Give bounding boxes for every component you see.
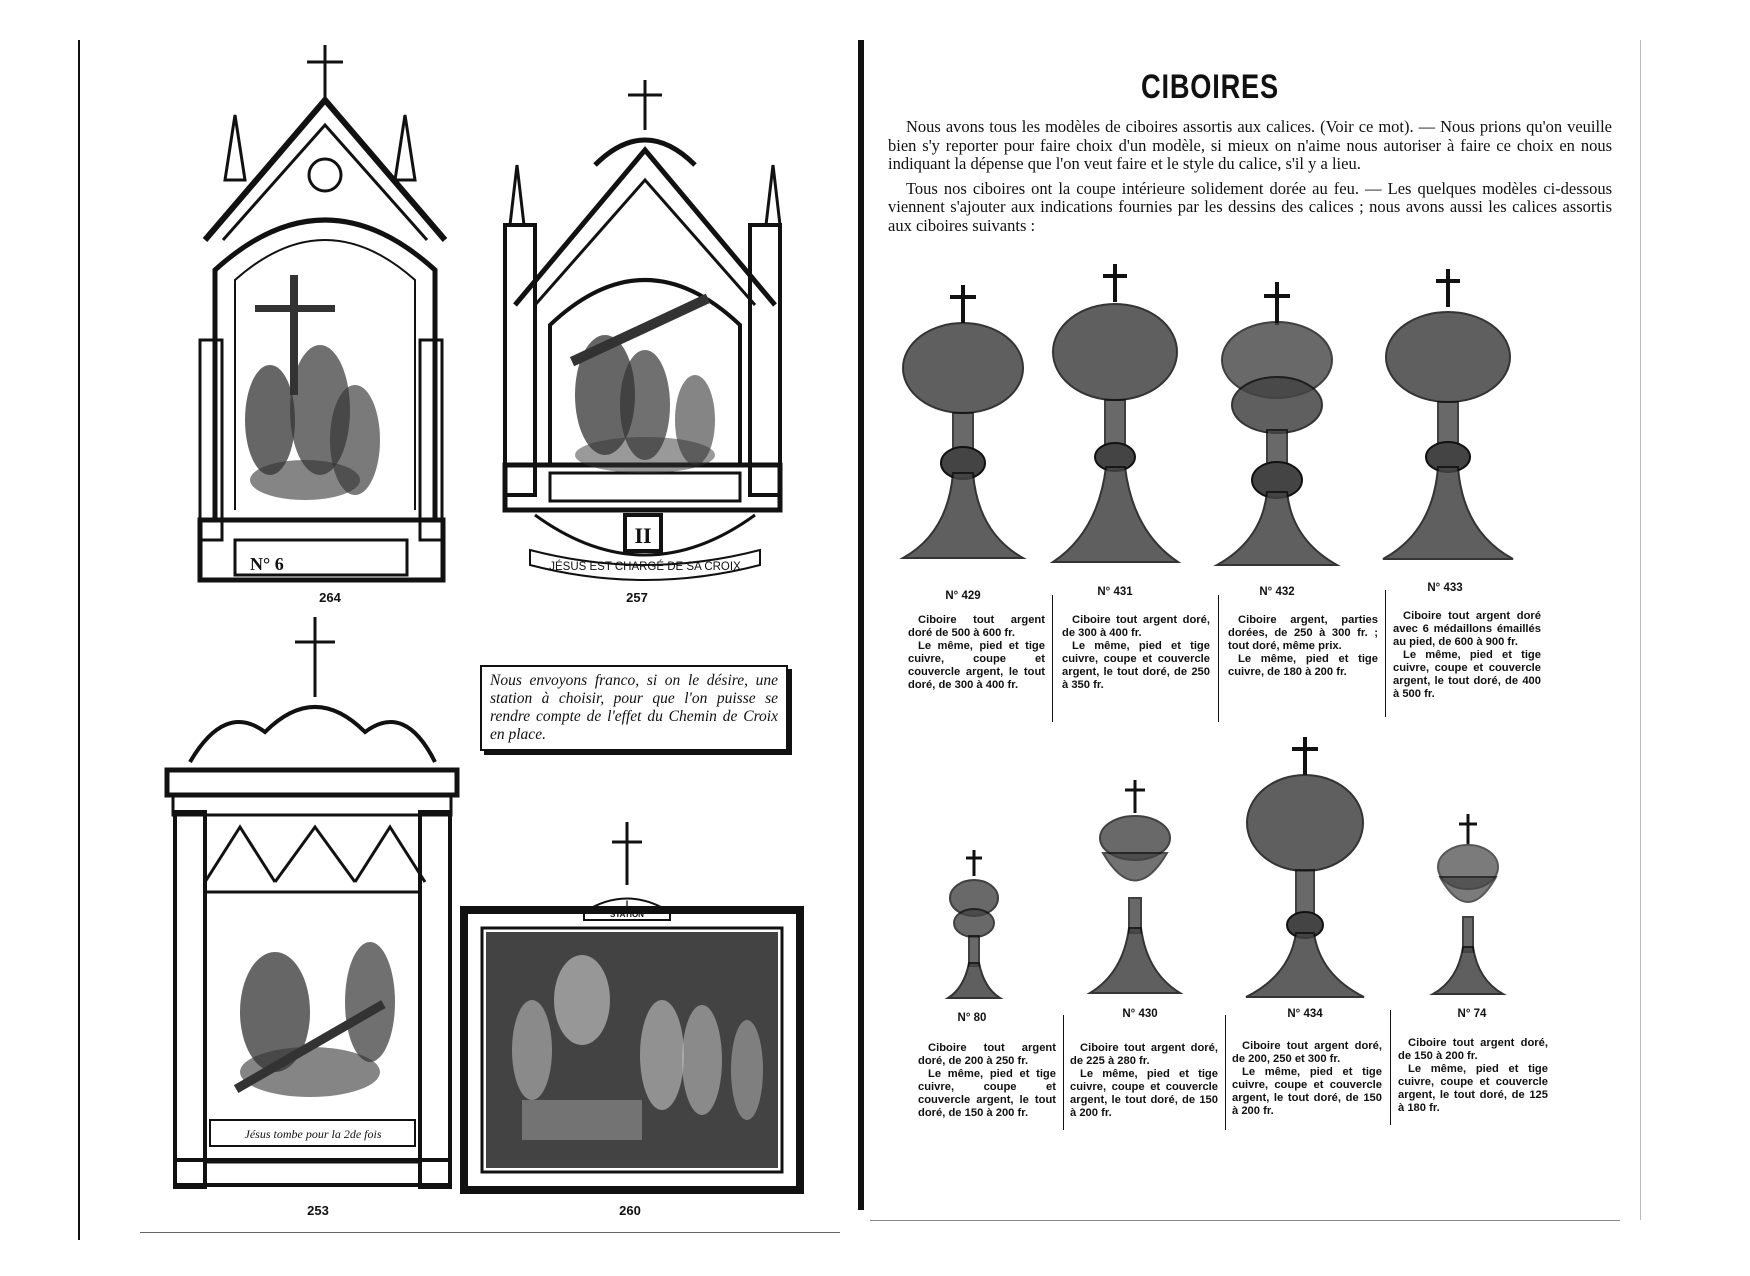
intro-text <box>888 118 1612 241</box>
station-260-sign-number: I <box>625 899 629 909</box>
column-separator <box>1390 1010 1391 1125</box>
column-separator <box>1385 590 1386 717</box>
ciboire-74-description <box>1398 1037 1548 1115</box>
ciboire-74-desc-line2: Le même, pied et tige cuivre, coupe et couvercle argent, le tout doré, de 125 à 180 fr. <box>1398 1063 1548 1114</box>
franco-note-box: Nous envoyons franco, si on le désire, une station à choisir, pour que l'on puisse se rendre compte de l'effet du Chemin de Croix en place. <box>480 665 788 751</box>
ciboire-80-illustration <box>944 848 1004 1008</box>
ciboire-429-desc-line1: Ciboire tout argent doré de 500 à 600 fr. <box>908 614 1045 639</box>
station-257-roman: II <box>634 523 652 548</box>
station-253-illustration <box>165 612 460 1197</box>
ciboire-434-number: N° 434 <box>1287 1008 1323 1020</box>
ciboire-434-illustration <box>1240 735 1370 1010</box>
station-260-illustration <box>462 820 802 1195</box>
intro-paragraph-1: Nous avons tous les modèles de ciboires assortis aux calices. (Voir ce mot). — Nous prions qu'on veuille bien s'y reporter pour faire choix d'un modèle, si mieux on n'aime nous autoriser à faire ce choix en nous indiquant la dépense que l'on veut faire et le style du calice, s'il y a lieu. <box>888 117 1612 173</box>
ciboire-431-desc-line1: Ciboire tout argent doré, de 300 à 400 fr. <box>1062 614 1210 639</box>
ciboire-434-description <box>1232 1040 1382 1118</box>
ciboire-74-desc-line1: Ciboire tout argent doré, de 150 à 200 fr. <box>1398 1037 1548 1062</box>
ciboire-429-number: N° 429 <box>945 590 981 602</box>
left-margin-rule <box>78 40 80 1240</box>
ciboire-434-desc-line1: Ciboire tout argent doré, de 200, 250 et 300 fr. <box>1232 1040 1382 1065</box>
column-separator <box>1218 595 1219 722</box>
ciboire-431-number: N° 431 <box>1097 586 1133 598</box>
page-title: CIBOIRES <box>1141 68 1279 106</box>
ciboire-431-description <box>1062 614 1210 692</box>
ciboire-433-description <box>1393 610 1541 701</box>
ciboire-74-illustration <box>1428 812 1508 1007</box>
station-257-illustration <box>495 75 785 573</box>
ciboire-430-description <box>1070 1042 1218 1120</box>
intro-paragraph-2: Tous nos ciboires ont la coupe intérieure solidement dorée au feu. — Les quelques modèles ci-dessous viennent s'ajouter aux indications fournies par les dessins des calices ; nous avons aussi les calices assortis aux ciboires suivants : <box>888 178 1612 235</box>
ciboire-431-illustration <box>1048 262 1183 582</box>
station-260-sign-label: STATION <box>610 910 644 919</box>
station-264-plaque: N° 6 <box>250 554 284 574</box>
right-margin-rule <box>1640 40 1641 1220</box>
ciboire-430-number: N° 430 <box>1122 1008 1158 1020</box>
ciboire-432-description <box>1228 614 1378 679</box>
ciboire-430-illustration <box>1085 778 1185 1008</box>
ciboire-433-desc-line1: Ciboire tout argent doré avec 6 médaillons émaillés au pied, de 600 à 900 fr. <box>1393 610 1541 648</box>
ciboire-433-number: N° 433 <box>1427 582 1463 594</box>
ciboire-434-desc-line2: Le même, pied et tige cuivre, coupe et couvercle argent, le tout doré, de 150 à 200 fr. <box>1232 1066 1382 1117</box>
ciboire-80-number: N° 80 <box>957 1012 987 1024</box>
ciboire-80-desc-line1: Ciboire tout argent doré, de 200 à 250 fr. <box>918 1042 1056 1067</box>
ciboire-432-desc-line1: Ciboire argent, parties dorées, de 250 à 300 fr. ; tout doré, même prix. <box>1228 614 1378 652</box>
ciboire-432-illustration <box>1212 280 1342 585</box>
ciboire-429-desc-line2: Le même, pied et tige cuivre, coupe et couvercle argent, le tout doré, de 300 à 400 fr. <box>908 640 1045 691</box>
bottom-rule-left <box>140 1232 840 1233</box>
page-spine-rule <box>858 40 864 1210</box>
station-264-number: 264 <box>319 590 341 605</box>
ciboire-433-desc-line2: Le même, pied et tige cuivre, coupe et couvercle argent, le tout doré, de 400 à 500 fr. <box>1393 649 1541 700</box>
ciboire-429-description <box>908 614 1045 692</box>
ciboire-74-number: N° 74 <box>1457 1008 1487 1020</box>
ciboire-431-desc-line2: Le même, pied et tige cuivre, coupe et couvercle argent, le tout doré, de 250 à 350 fr. <box>1062 640 1210 691</box>
bottom-rule-right <box>870 1220 1620 1221</box>
ciboire-432-number: N° 432 <box>1259 586 1295 598</box>
ciboire-80-description <box>918 1042 1056 1120</box>
station-257-number: 257 <box>626 590 648 605</box>
ciboire-432-desc-line2: Le même, pied et tige cuivre, de 180 à 200 fr. <box>1228 653 1378 678</box>
ciboire-430-desc-line2: Le même, pied et tige cuivre, coupe et couvercle argent, le tout doré, de 150 à 200 fr. <box>1070 1068 1218 1119</box>
station-260-number: 260 <box>619 1203 641 1218</box>
station-264-illustration <box>195 40 445 580</box>
column-separator <box>1225 1015 1226 1130</box>
station-253-number: 253 <box>307 1203 329 1218</box>
column-separator <box>1052 595 1053 722</box>
ciboire-430-desc-line1: Ciboire tout argent doré, de 225 à 280 fr. <box>1070 1042 1218 1067</box>
ciboire-429-illustration <box>898 283 1028 578</box>
station-253-banner: Jésus tombe pour la 2de fois <box>244 1127 382 1141</box>
column-separator <box>1063 1015 1064 1130</box>
ciboire-80-desc-line2: Le même, pied et tige cuivre, coupe et couvercle argent, le tout doré, de 150 à 200 fr. <box>918 1068 1056 1119</box>
ciboire-433-illustration <box>1378 267 1518 582</box>
station-257-banner: JÉSUS EST CHARGÉ DE SA CROIX <box>549 561 741 573</box>
